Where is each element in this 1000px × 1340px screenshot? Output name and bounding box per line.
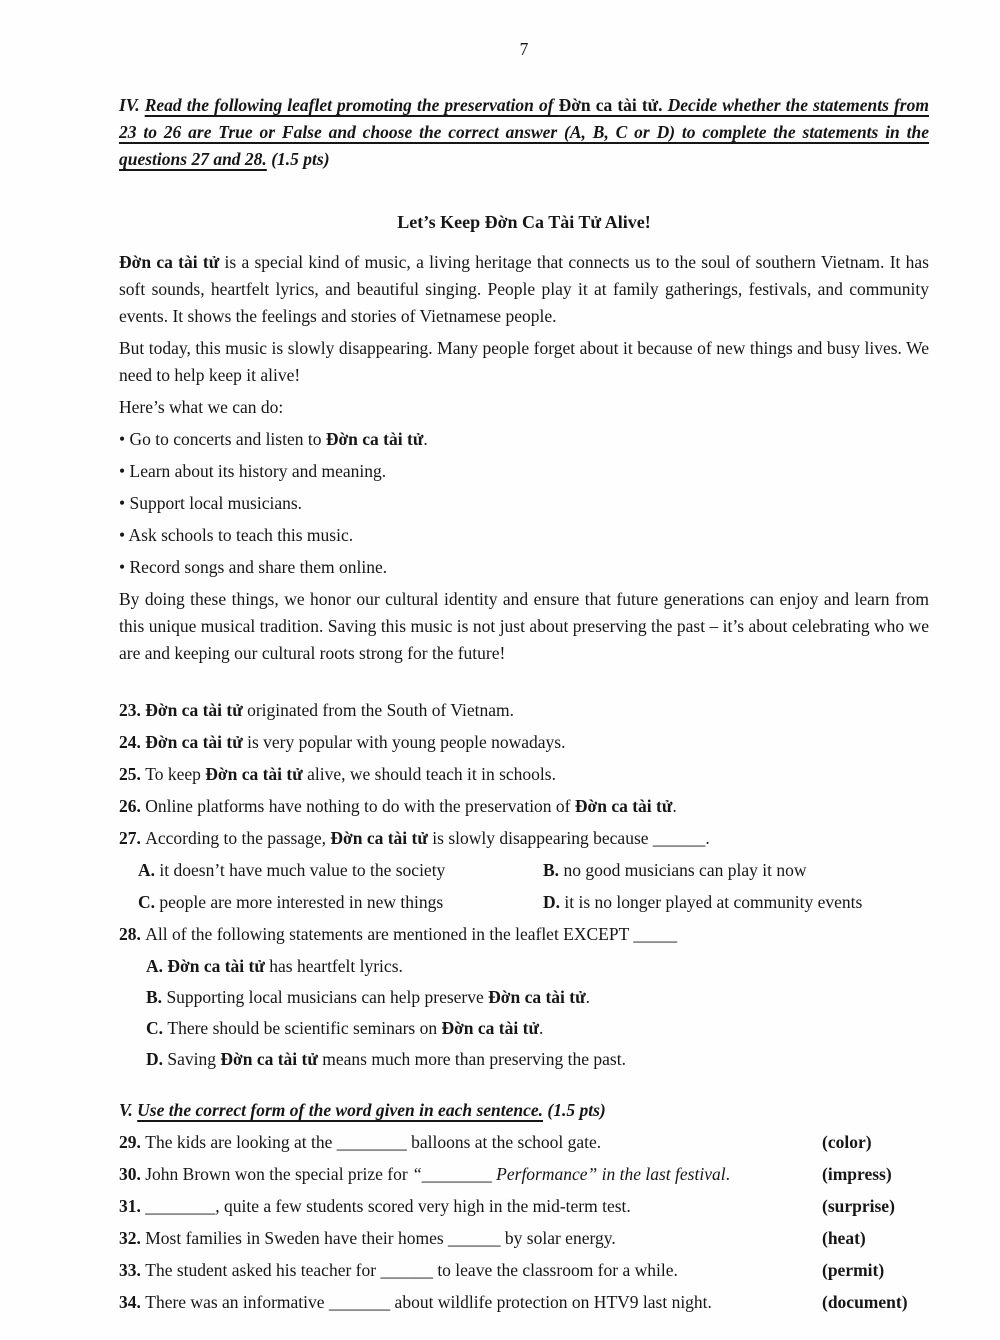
question-28-option-b: B. Supporting local musicians can help preserve Đờn ca tài tử. [146, 987, 591, 1007]
leaflet [119, 209, 929, 667]
question-30-hint: (impress) [822, 1164, 892, 1184]
question-33-text: 33. The student asked his teacher for ______ to leave the classroom for a while. [119, 1260, 678, 1280]
question-24: 24. Đờn ca tài tử is very popular with young people nowadays. [119, 732, 566, 752]
leaflet-paragraph-1: Đờn ca tài tử is a special kind of music, a living heritage that connects us to the soul of southern Vietnam. It has soft sounds, heartfelt lyrics, and beautiful singing. People play it at family gatherings, festivals, and community events. It shows the feelings and stories of Vietnamese people. [119, 252, 929, 326]
question-34-text: 34. There was an informative _______ about wildlife protection on HTV9 last night. [119, 1292, 712, 1312]
leaflet-bullet-2: • Learn about its history and meaning. [119, 461, 387, 481]
section-v-heading: V. Use the correct form of the word given in each sentence. (1.5 pts) [119, 1100, 606, 1120]
question-28-option-c: C. There should be scientific seminars on Đờn ca tài tử. [146, 1018, 544, 1038]
question-31-hint: (surprise) [822, 1196, 895, 1216]
question-32 [119, 1225, 929, 1252]
leaflet-bullet-5: • Record songs and share them online. [119, 557, 388, 577]
question-28-options [119, 953, 929, 1073]
reading-questions [119, 697, 929, 1073]
question-31 [119, 1193, 929, 1220]
section-iv-heading: IV. Read the following leaflet promoting the preservation of Đờn ca tài tử. Decide whether the statements from 23 to 26 are True or False and choose the correct answer (A, B, C or D) to complete the statements in the questions 27 and 28. (1.5 pts) [119, 95, 929, 169]
question-29-text: 29. The kids are looking at the ________ balloons at the school gate. [119, 1132, 602, 1152]
question-30-text: 30. John Brown won the special prize for “________ Performance” in the last festival. [119, 1164, 730, 1184]
question-33 [119, 1257, 929, 1284]
leaflet-paragraph-3: Here’s what we can do: [119, 397, 284, 417]
question-34-hint: (document) [822, 1292, 908, 1312]
leaflet-title: Let’s Keep Đờn Ca Tài Tử Alive! [397, 212, 651, 232]
question-27-options [119, 857, 929, 921]
question-28-option-d: D. Saving Đờn ca tài tử means much more than preserving the past. [146, 1049, 626, 1069]
leaflet-paragraph-4: By doing these things, we honor our cultural identity and ensure that future generations can enjoy and learn from this unique musical tradition. Saving this music is not just about preserving the past – it’s about celebrating who we are and keeping our cultural roots strong for the future! [119, 589, 929, 663]
page-number: 7 [519, 39, 529, 59]
leaflet-bullet-1: • Go to concerts and listen to Đờn ca tài tử. [119, 429, 428, 449]
question-30 [119, 1161, 929, 1188]
question-29-hint: (color) [822, 1132, 872, 1152]
leaflet-paragraph-2: But today, this music is slowly disappearing. Many people forget about it because of new things and busy lives. We need to help keep it alive! [119, 338, 929, 385]
question-32-hint: (heat) [822, 1228, 866, 1248]
question-32-text: 32. Most families in Sweden have their homes ______ by solar energy. [119, 1228, 616, 1248]
question-27-option-d: D. it is no longer played at community events [543, 892, 863, 912]
leaflet-bullet-4: • Ask schools to teach this music. [119, 525, 354, 545]
question-27-option-b: B. no good musicians can play it now [543, 860, 807, 880]
leaflet-bullet-3: • Support local musicians. [119, 493, 303, 513]
question-28-option-a: A. Đờn ca tài tử has heartfelt lyrics. [146, 956, 403, 976]
question-34 [119, 1289, 929, 1316]
question-27-option-c: C. people are more interested in new things [138, 892, 444, 912]
question-26: 26. Online platforms have nothing to do with the preservation of Đờn ca tài tử. [119, 796, 677, 816]
question-29 [119, 1129, 929, 1156]
question-27-option-a: A. it doesn’t have much value to the society [138, 860, 446, 880]
section-v [119, 1097, 929, 1316]
question-23: 23. Đờn ca tài tử originated from the South of Vietnam. [119, 700, 515, 720]
question-28: 28. All of the following statements are mentioned in the leaflet EXCEPT _____ [119, 924, 678, 944]
question-27: 27. According to the passage, Đờn ca tài tử is slowly disappearing because ______. [119, 828, 710, 848]
question-33-hint: (permit) [822, 1260, 885, 1280]
question-25: 25. To keep Đờn ca tài tử alive, we should teach it in schools. [119, 764, 556, 784]
question-31-text: 31. ________, quite a few students scored very high in the mid-term test. [119, 1196, 631, 1216]
